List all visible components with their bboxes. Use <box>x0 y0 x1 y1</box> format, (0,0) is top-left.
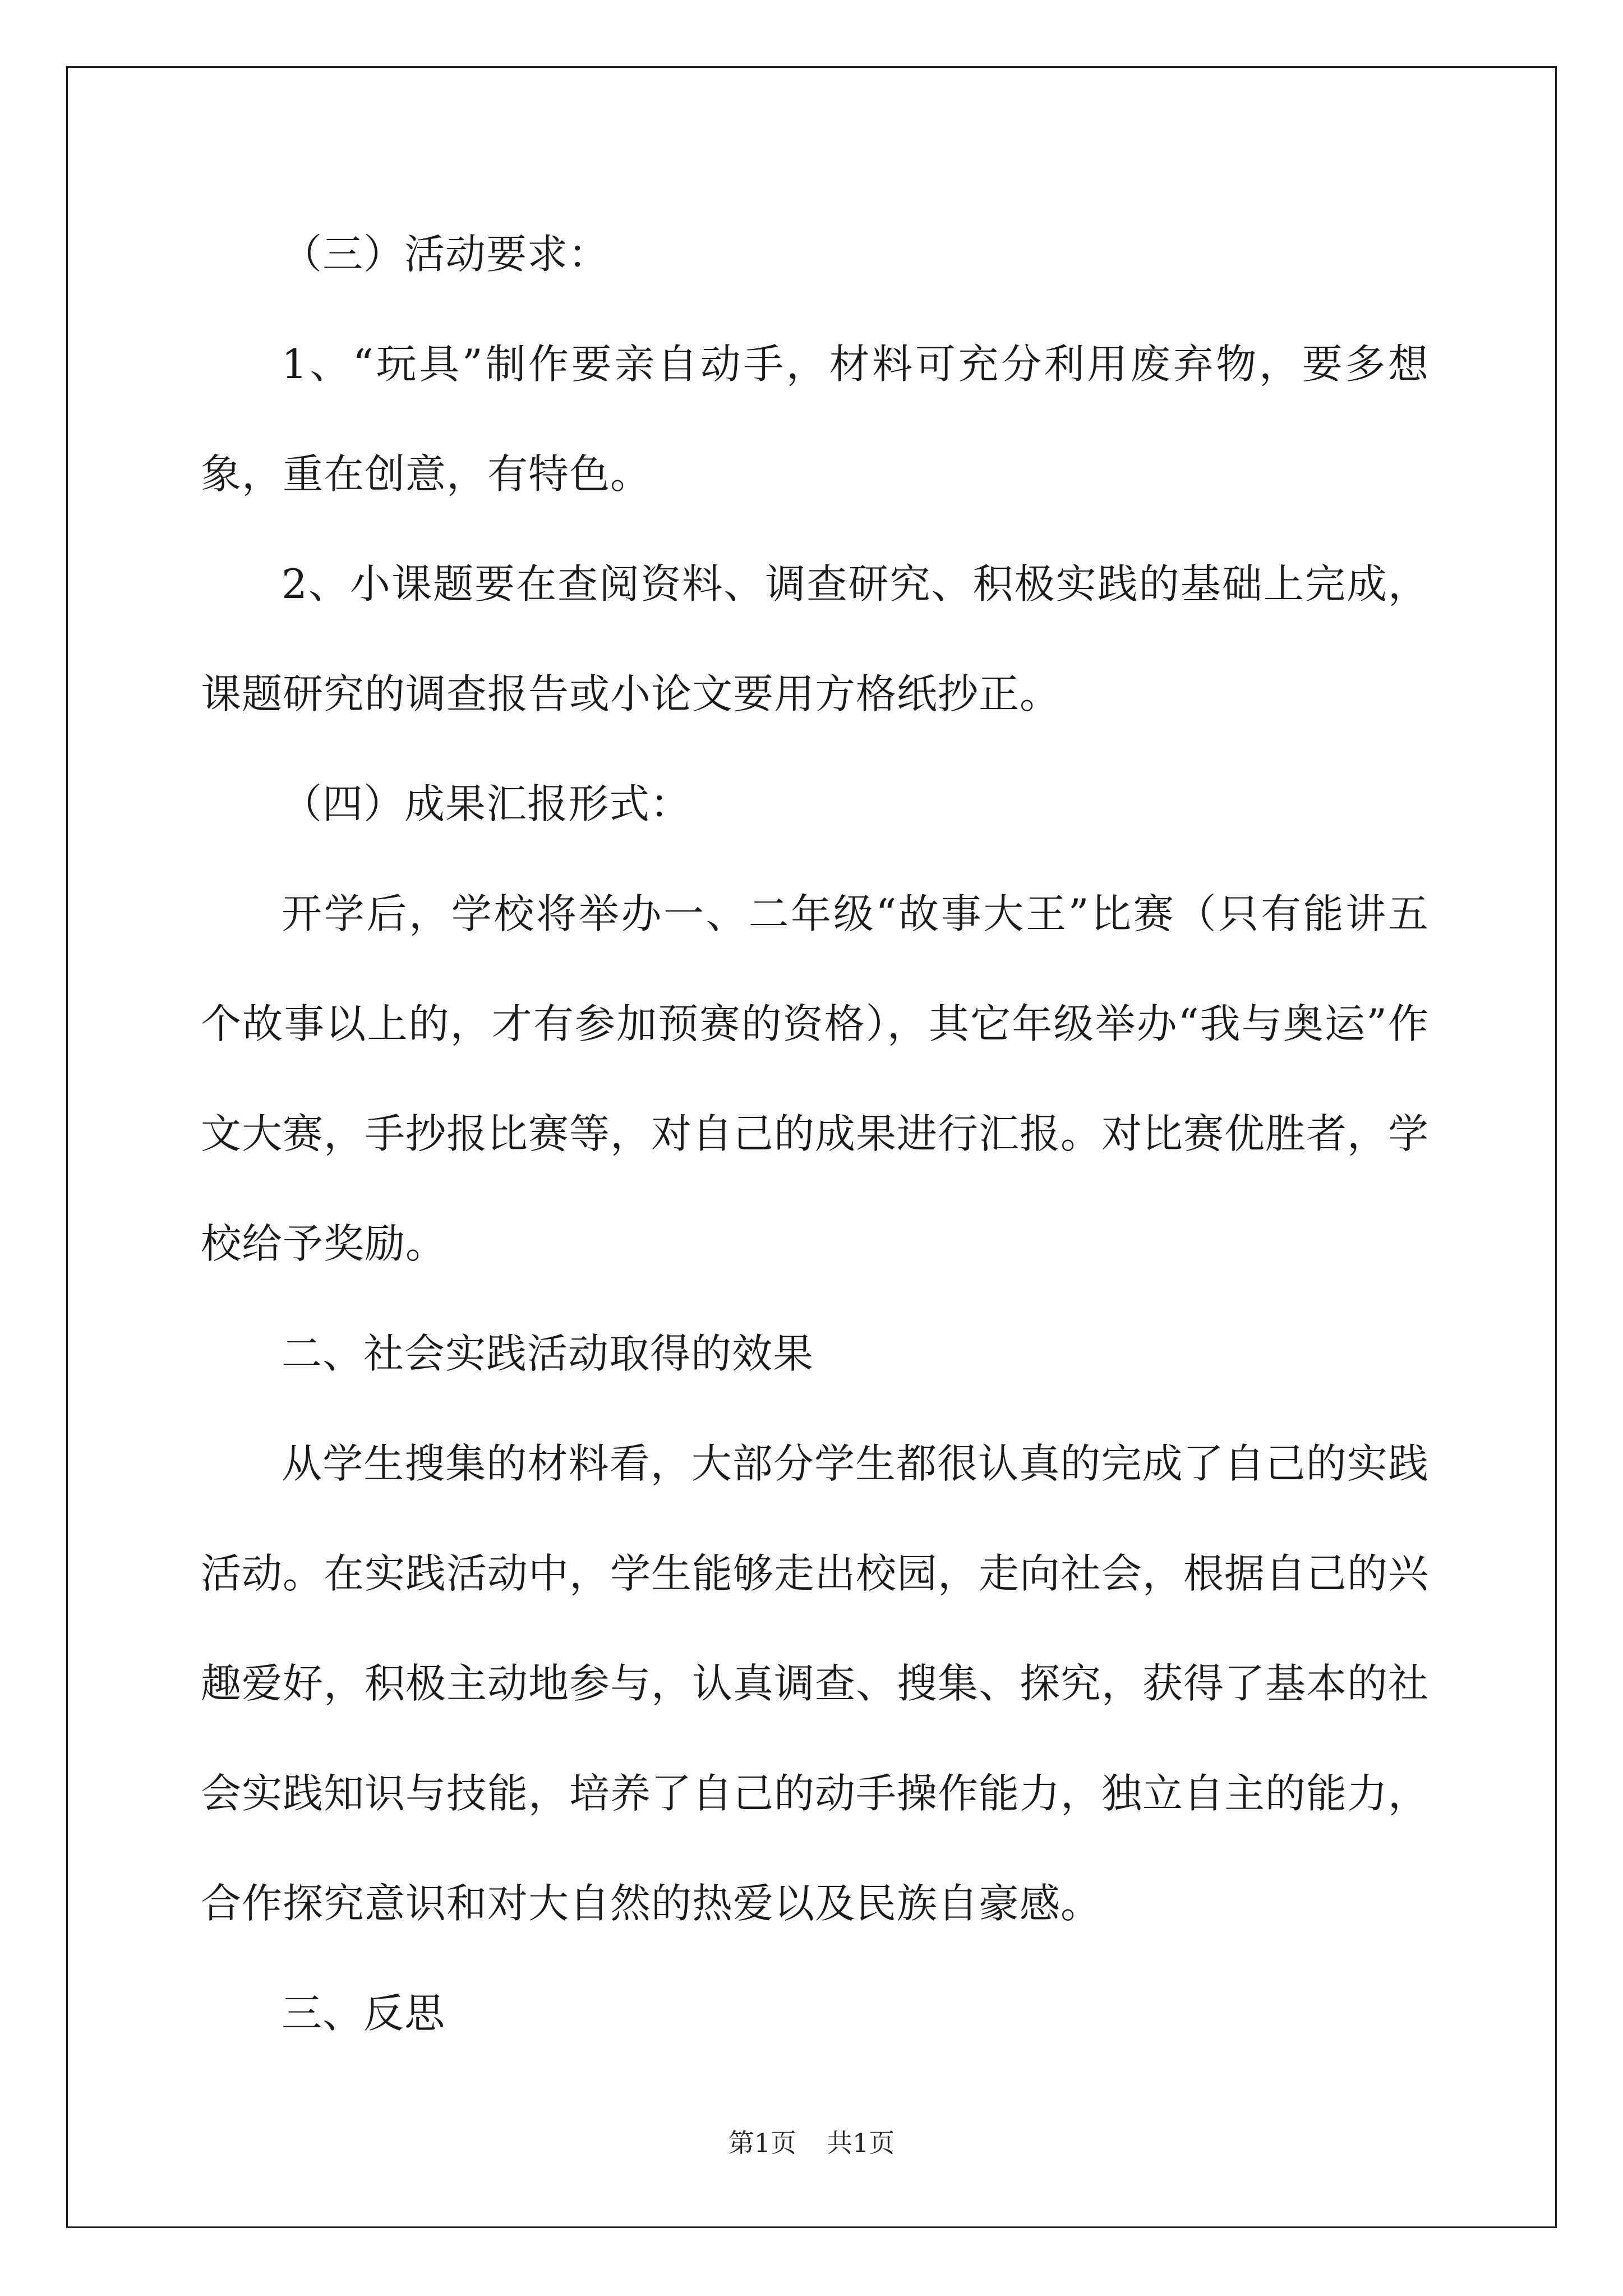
section-heading-report-form: （四）成果汇报形式： <box>282 780 691 827</box>
paragraph-toy-requirement: 1、“玩具”制作要亲自动手，材料可充分利用废弃物，要多想象，重在创意，有特色。 <box>201 341 1429 498</box>
page-total: 共1页 <box>827 2128 895 2158</box>
page-number: 第1页 <box>728 2128 796 2158</box>
section-heading-requirements: （三）活动要求： <box>282 231 610 278</box>
paragraph-report-form: 开学后，学校将举办一、二年级“故事大王”比赛（只有能讲五个故事以上的，才有参加预赛的资格），其它年级举办“我与奥运”作文大赛，手抄报比赛等，对自己的成果进行汇报。对比赛优胜者，学校给予奖励。 <box>201 890 1430 1267</box>
document-body <box>201 199 1429 2068</box>
section-heading-reflection: 三、反思 <box>282 1990 446 2037</box>
section-heading-effects: 二、社会实践活动取得的效果 <box>282 1330 814 1377</box>
paragraph-effects: 从学生搜集的材料看，大部分学生都很认真的完成了自己的实践活动。在实践活动中，学生能够走出校园，走向社会，根据自己的兴趣爱好，积极主动地参与，认真调查、搜集、探究，获得了基本的社会实践知识与技能，培养了自己的动手操作能力，独立自主的能力，合作探究意识和对大自然的热爱以及民族自豪感。 <box>201 1440 1430 1927</box>
paragraph-research-requirement: 2、小课题要在查阅资料、调查研究、积极实践的基础上完成，课题研究的调查报告或小论文要用方格纸抄正。 <box>201 560 1429 717</box>
page-footer <box>0 2126 1623 2160</box>
